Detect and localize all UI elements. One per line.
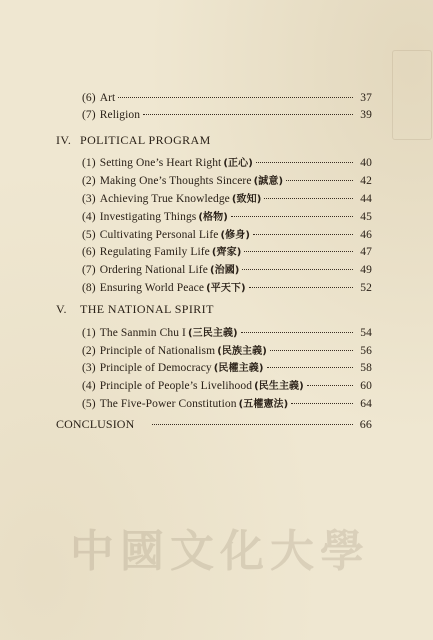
entry-number: (1) xyxy=(82,327,96,339)
entry-chinese: (民生主義) xyxy=(254,381,304,392)
toc-entry-v-1[interactable] xyxy=(82,324,372,340)
entry-title: Ensuring World Peace xyxy=(99,282,205,294)
dot-leader xyxy=(249,287,353,288)
section-numeral: IV. xyxy=(56,133,72,147)
section-title: THE NATIONAL SPIRIT xyxy=(80,302,214,316)
toc-entry-iv-7[interactable] xyxy=(82,261,372,277)
entry-chinese: (民族主義) xyxy=(217,346,267,357)
toc-entry-art[interactable] xyxy=(82,92,372,108)
entry-chinese: (致知) xyxy=(231,194,262,205)
toc-entry-v-2[interactable] xyxy=(82,342,372,358)
dot-leader xyxy=(231,216,353,217)
dot-leader xyxy=(291,403,353,404)
toc-entry-iv-8[interactable] xyxy=(82,279,372,295)
entry-page-number: 45 xyxy=(360,211,372,223)
toc-entry-iv-5[interactable] xyxy=(82,226,372,242)
entry-page-number: 46 xyxy=(360,229,372,241)
entry-page-number: 39 xyxy=(360,109,372,121)
entry-title: Religion xyxy=(99,109,141,121)
dot-leader xyxy=(270,350,353,351)
library-watermark: 中國文化大學 xyxy=(70,526,370,577)
entry-number: (3) xyxy=(82,362,96,374)
entry-page-number: 42 xyxy=(360,175,372,187)
entry-number: (6) xyxy=(82,92,96,104)
entry-title: The Sanmin Chu I xyxy=(99,327,186,339)
entry-chinese: (誠意) xyxy=(253,176,284,187)
dot-leader xyxy=(267,367,353,368)
entry-number: (5) xyxy=(82,398,96,410)
entry-title: Regulating Family Life xyxy=(99,246,210,258)
toc-entry-v-3[interactable] xyxy=(82,359,372,375)
entry-chinese: (齊家) xyxy=(211,247,242,258)
entry-chinese: (修身) xyxy=(220,230,251,241)
toc-entry-iv-2[interactable] xyxy=(82,172,372,188)
toc-entry-conclusion[interactable] xyxy=(56,417,372,433)
dot-leader xyxy=(152,424,353,425)
entry-page-number: 47 xyxy=(360,246,372,258)
entry-title: Art xyxy=(99,92,116,104)
entry-title: Ordering National Life xyxy=(99,264,208,276)
entry-chinese: (三民主義) xyxy=(187,328,238,339)
entry-chinese: (治國) xyxy=(209,265,240,276)
dot-leader xyxy=(244,251,353,252)
entry-chinese: (正心) xyxy=(223,158,253,169)
dot-leader xyxy=(307,385,353,386)
entry-number: (6) xyxy=(82,246,96,258)
entry-title: CONCLUSION xyxy=(56,417,135,431)
entry-page-number: 54 xyxy=(360,327,372,339)
section-title: POLITICAL PROGRAM xyxy=(80,133,211,147)
entry-chinese: (民權主義) xyxy=(213,363,264,374)
entry-number: (8) xyxy=(82,282,96,294)
entry-page-number: 44 xyxy=(360,193,372,205)
toc-entry-iv-1[interactable] xyxy=(82,154,372,170)
dot-leader xyxy=(253,234,353,235)
entry-page-number: 56 xyxy=(360,345,372,357)
section-numeral: V. xyxy=(56,302,67,316)
toc-entry-iv-6[interactable] xyxy=(82,243,372,259)
entry-page-number: 52 xyxy=(360,282,372,294)
entry-number: (4) xyxy=(82,211,96,223)
entry-title: The Five-Power Constitution xyxy=(99,398,237,410)
entry-number: (2) xyxy=(82,175,96,187)
entry-number: (7) xyxy=(82,109,96,121)
entry-number: (7) xyxy=(82,264,96,276)
entry-number: (2) xyxy=(82,345,96,357)
entry-title: Principle of People’s Livelihood xyxy=(99,380,253,392)
toc-entry-v-4[interactable] xyxy=(82,377,372,393)
dot-leader xyxy=(143,114,353,115)
entry-title: Investigating Things xyxy=(99,211,197,223)
toc-entry-v-5[interactable] xyxy=(82,395,372,411)
dot-leader xyxy=(241,332,353,333)
entry-title: Achieving True Knowledge xyxy=(99,193,230,205)
dot-leader xyxy=(264,198,353,199)
entry-page-number: 58 xyxy=(360,362,372,374)
entry-page-number: 37 xyxy=(360,92,372,104)
toc-entry-religion[interactable] xyxy=(82,109,372,125)
entry-number: (1) xyxy=(82,157,96,169)
toc-entry-iv-4[interactable] xyxy=(82,208,372,224)
section-heading-iv xyxy=(56,133,211,148)
dot-leader xyxy=(256,162,353,163)
entry-page-number: 40 xyxy=(360,157,372,169)
section-heading-v xyxy=(56,302,214,317)
entry-number: (4) xyxy=(82,380,96,392)
entry-title: Principle of Nationalism xyxy=(99,345,216,357)
entry-title: Cultivating Personal Life xyxy=(99,229,219,241)
dot-leader xyxy=(242,269,353,270)
entry-number: (3) xyxy=(82,193,96,205)
entry-title: Setting One’s Heart Right xyxy=(99,157,222,169)
entry-chinese: (格物) xyxy=(198,212,228,223)
entry-chinese: (平天下) xyxy=(206,283,246,294)
entry-page-number: 49 xyxy=(360,264,372,276)
entry-page-number: 64 xyxy=(360,398,372,410)
entry-chinese: (五權憲法) xyxy=(238,399,289,410)
dot-leader xyxy=(286,180,353,181)
dot-leader xyxy=(118,97,353,98)
entry-page-number: 60 xyxy=(360,380,372,392)
entry-number: (5) xyxy=(82,229,96,241)
entry-page-number: 66 xyxy=(359,417,372,431)
entry-title: Making One’s Thoughts Sincere xyxy=(99,175,252,187)
toc-entry-iv-3[interactable] xyxy=(82,190,372,206)
library-stamp xyxy=(392,50,432,140)
entry-title: Principle of Democracy xyxy=(99,362,212,374)
